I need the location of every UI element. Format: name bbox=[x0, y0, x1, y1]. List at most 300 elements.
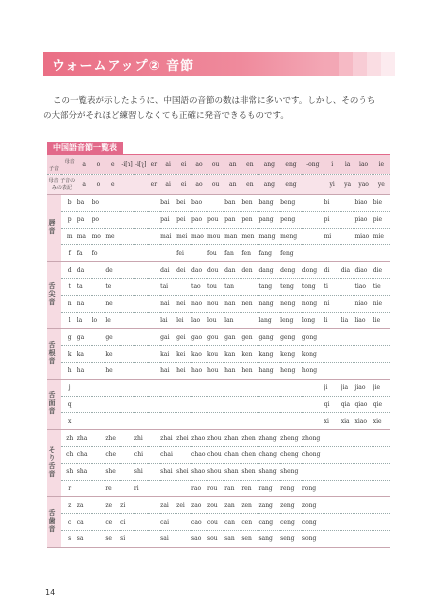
syllable-cell bbox=[191, 379, 207, 396]
syllable-cell bbox=[92, 346, 106, 363]
final-header-cell: iao bbox=[354, 155, 372, 175]
syllable-cell: nen bbox=[241, 300, 253, 308]
group-label-text: そり舌音 bbox=[48, 446, 56, 479]
syllable-cell: nang bbox=[258, 300, 274, 308]
syllable-row bbox=[47, 346, 390, 363]
syllable-cell bbox=[354, 480, 372, 497]
syllable-cell bbox=[241, 413, 258, 430]
initial-cell: l bbox=[68, 316, 71, 324]
final-header-cell: -i[ɿ] bbox=[120, 155, 134, 175]
syllable-row bbox=[47, 463, 390, 480]
syllable-cell: zhou bbox=[207, 434, 222, 442]
initial-group-label bbox=[47, 329, 61, 379]
syllable-cell: pi bbox=[323, 216, 330, 224]
syllable-cell: bei bbox=[176, 199, 186, 207]
syllable-cell: ha bbox=[76, 367, 85, 375]
syllable-cell: gang bbox=[258, 333, 274, 341]
syllable-cell: geng bbox=[280, 333, 296, 341]
syllable-cell: nan bbox=[224, 300, 236, 308]
syllable-cell: dia bbox=[340, 266, 351, 274]
syllable-cell: ban bbox=[224, 199, 236, 207]
syllable-cell: po bbox=[91, 216, 100, 224]
syllable-cell: hen bbox=[241, 367, 253, 375]
syllable-cell: zhei bbox=[176, 434, 189, 442]
syllable-cell bbox=[354, 362, 372, 379]
syllable-cell: ci bbox=[120, 518, 126, 526]
syllable-cell bbox=[373, 530, 390, 547]
syllable-cell: ran bbox=[224, 484, 235, 492]
syllable-cell: hong bbox=[301, 367, 318, 375]
syllable-cell: lia bbox=[340, 316, 349, 324]
syllable-cell: ba bbox=[76, 199, 85, 207]
syllable-cell bbox=[92, 278, 106, 295]
syllable-cell: gei bbox=[176, 333, 186, 341]
syllable-cell: man bbox=[224, 232, 238, 240]
syllable-cell bbox=[148, 379, 161, 396]
syllable-cell bbox=[341, 329, 355, 346]
syllable-cell: cou bbox=[207, 518, 218, 526]
syllable-cell: ren bbox=[241, 484, 252, 492]
syllable-cell bbox=[148, 514, 161, 531]
syllable-cell bbox=[105, 413, 120, 430]
syllable-cell bbox=[373, 497, 390, 514]
syllable-cell bbox=[241, 396, 258, 413]
syllable-cell: tan bbox=[224, 283, 235, 291]
syllable-cell: reng bbox=[280, 484, 295, 492]
syllable-cell bbox=[207, 396, 224, 413]
syllable-cell bbox=[148, 346, 161, 363]
page-number: 14 bbox=[45, 588, 56, 597]
syllable-cell bbox=[134, 514, 148, 531]
syllable-cell bbox=[92, 396, 106, 413]
syllable-cell: rang bbox=[258, 484, 273, 492]
syllable-cell: ka bbox=[76, 350, 84, 358]
syllable-cell: cang bbox=[258, 518, 274, 526]
syllable-cell: gong bbox=[301, 333, 318, 341]
syllable-cell: pa bbox=[76, 216, 85, 224]
syllable-cell bbox=[134, 379, 148, 396]
syllable-cell: mo bbox=[91, 232, 101, 240]
syllable-cell: shen bbox=[241, 468, 256, 476]
syllable-cell: lai bbox=[160, 316, 168, 324]
syllable-cell: zhai bbox=[160, 434, 173, 442]
syllable-cell: seng bbox=[280, 535, 295, 543]
syllable-cell bbox=[302, 245, 324, 262]
syllable-cell: qi bbox=[323, 400, 330, 408]
syllable-row bbox=[47, 295, 390, 312]
syllable-cell: beng bbox=[280, 199, 296, 207]
syllable-cell: jiao bbox=[354, 384, 366, 392]
syllable-cell: nong bbox=[301, 300, 318, 308]
syllable-cell bbox=[134, 211, 148, 228]
finals-header-row bbox=[47, 155, 390, 175]
syllable-cell: chan bbox=[224, 451, 239, 459]
syllable-cell bbox=[354, 346, 372, 363]
syllable-row bbox=[47, 245, 390, 262]
syllable-cell: cao bbox=[191, 518, 202, 526]
syllable-row bbox=[47, 446, 390, 463]
syllable-cell: ma bbox=[76, 232, 87, 240]
syllable-cell: mou bbox=[207, 232, 221, 240]
syllable-cell bbox=[354, 514, 372, 531]
syllable-cell bbox=[148, 497, 161, 514]
syllable-cell bbox=[176, 514, 191, 531]
syllable-cell bbox=[341, 211, 355, 228]
syllable-cell: gai bbox=[160, 333, 170, 341]
syllable-cell bbox=[324, 329, 341, 346]
syllable-cell: lo bbox=[91, 316, 98, 324]
syllable-cell bbox=[341, 278, 355, 295]
syllable-cell bbox=[120, 329, 134, 346]
syllable-cell: dei bbox=[176, 266, 186, 274]
syllable-cell bbox=[354, 446, 372, 463]
syllable-cell: cheng bbox=[280, 451, 299, 459]
syllable-cell: nou bbox=[207, 300, 219, 308]
syllable-cell: da bbox=[76, 266, 85, 274]
syllable-cell bbox=[341, 480, 355, 497]
standalone-spelling-cell: er bbox=[148, 175, 161, 195]
syllable-cell bbox=[341, 228, 355, 245]
syllable-row bbox=[47, 396, 390, 413]
syllable-cell bbox=[258, 396, 280, 413]
syllable-cell: di bbox=[323, 266, 330, 274]
syllable-cell: ke bbox=[105, 350, 113, 358]
syllable-cell: kai bbox=[160, 350, 170, 358]
syllable-cell: zeng bbox=[280, 501, 295, 509]
syllable-cell bbox=[148, 295, 161, 312]
group-label-text: 舌歯音 bbox=[48, 509, 56, 534]
syllable-cell bbox=[120, 413, 134, 430]
syllable-cell: hou bbox=[207, 367, 219, 375]
syllable-cell bbox=[324, 463, 341, 480]
initial-group-label bbox=[47, 195, 61, 262]
initial-cell: g bbox=[67, 333, 72, 341]
syllable-cell: peng bbox=[280, 216, 296, 224]
syllable-cell bbox=[105, 379, 120, 396]
syllable-cell bbox=[324, 346, 341, 363]
syllable-cell: chi bbox=[133, 451, 144, 459]
syllable-cell bbox=[341, 295, 355, 312]
syllable-cell bbox=[302, 211, 324, 228]
syllable-cell bbox=[341, 514, 355, 531]
initial-group-label bbox=[47, 379, 61, 429]
syllable-cell: ri bbox=[133, 484, 139, 492]
initial-cell: f bbox=[68, 249, 71, 257]
syllable-cell bbox=[148, 530, 161, 547]
syllable-cell: ca bbox=[76, 518, 84, 526]
syllable-row bbox=[47, 530, 390, 547]
syllable-cell: kou bbox=[207, 350, 219, 358]
syllable-cell: qiao bbox=[354, 400, 368, 408]
syllable-cell: shou bbox=[207, 468, 222, 476]
syllable-cell bbox=[191, 396, 207, 413]
syllable-cell bbox=[120, 312, 134, 329]
syllable-cell: chou bbox=[207, 451, 222, 459]
banner-fade-square bbox=[325, 52, 339, 76]
standalone-spelling-cell: e bbox=[105, 175, 120, 195]
syllable-cell: sheng bbox=[280, 468, 299, 476]
syllable-cell: gao bbox=[191, 333, 203, 341]
final-header-cell: i bbox=[324, 155, 341, 175]
syllable-cell: ze bbox=[105, 501, 113, 509]
syllable-cell: zhang bbox=[258, 434, 277, 442]
standalone-spelling-cell: ang bbox=[258, 175, 280, 195]
syllable-cell: rou bbox=[207, 484, 218, 492]
syllable-cell: ge bbox=[105, 333, 113, 341]
syllable-cell: ne bbox=[105, 300, 113, 308]
syllable-cell: san bbox=[224, 535, 235, 543]
initial-cell: d bbox=[67, 266, 72, 274]
syllable-cell: song bbox=[301, 535, 317, 543]
syllable-cell: xi bbox=[323, 417, 329, 425]
syllable-cell bbox=[176, 446, 191, 463]
syllable-cell: mi bbox=[323, 232, 332, 240]
final-header-cell: an bbox=[224, 155, 241, 175]
syllable-cell bbox=[120, 295, 134, 312]
syllable-cell: dai bbox=[160, 266, 170, 274]
syllable-cell: she bbox=[105, 468, 116, 476]
syllable-cell bbox=[207, 413, 224, 430]
final-header-cell: ie bbox=[373, 155, 390, 175]
syllable-cell: bao bbox=[191, 199, 203, 207]
syllable-cell bbox=[302, 228, 324, 245]
initial-cell: ch bbox=[66, 451, 74, 459]
syllable-cell bbox=[77, 379, 92, 396]
syllable-cell: ken bbox=[241, 350, 253, 358]
syllable-cell: ben bbox=[241, 199, 253, 207]
syllable-cell: lou bbox=[207, 316, 217, 324]
syllable-cell: na bbox=[76, 300, 85, 308]
syllable-cell bbox=[120, 346, 134, 363]
syllable-cell bbox=[354, 497, 372, 514]
syllable-cell bbox=[373, 514, 390, 531]
syllable-cell: bo bbox=[91, 199, 100, 207]
syllable-cell bbox=[120, 446, 134, 463]
syllable-cell bbox=[241, 312, 258, 329]
syllable-cell: miao bbox=[354, 232, 370, 240]
syllable-cell bbox=[302, 195, 324, 212]
syllable-cell: qie bbox=[372, 400, 383, 408]
syllable-cell bbox=[92, 379, 106, 396]
syllable-cell: re bbox=[105, 484, 112, 492]
syllable-cell bbox=[280, 413, 302, 430]
syllable-cell: xia bbox=[340, 417, 350, 425]
syllable-cell bbox=[176, 396, 191, 413]
syllable-cell bbox=[134, 413, 148, 430]
initial-cell: j bbox=[68, 384, 71, 392]
banner-fade-square bbox=[339, 52, 353, 76]
syllable-cell: cen bbox=[241, 518, 253, 526]
syllable-cell bbox=[120, 262, 134, 279]
syllable-cell bbox=[373, 446, 390, 463]
syllable-cell bbox=[148, 480, 161, 497]
final-header-cell: ang bbox=[258, 155, 280, 175]
syllable-cell bbox=[241, 278, 258, 295]
syllable-row bbox=[47, 329, 390, 346]
syllable-cell bbox=[134, 195, 148, 212]
syllable-cell bbox=[134, 329, 148, 346]
syllable-cell: lei bbox=[176, 316, 184, 324]
initial-cell: sh bbox=[66, 468, 74, 476]
syllable-cell: zhe bbox=[105, 434, 116, 442]
syllable-table bbox=[47, 155, 390, 548]
standalone-spelling-cell: ya bbox=[341, 175, 355, 195]
syllable-cell: gan bbox=[224, 333, 236, 341]
syllable-cell: ce bbox=[105, 518, 113, 526]
syllable-cell: bai bbox=[160, 199, 170, 207]
syllable-cell bbox=[148, 463, 161, 480]
syllable-cell: fei bbox=[176, 249, 184, 257]
standalone-spelling-cell: an bbox=[224, 175, 241, 195]
syllable-cell bbox=[120, 228, 134, 245]
syllable-cell bbox=[134, 295, 148, 312]
syllable-cell: tiao bbox=[354, 283, 366, 291]
group-label-text: 舌面音 bbox=[48, 391, 56, 416]
standalone-spelling-cell: a bbox=[77, 175, 92, 195]
initial-cell: t bbox=[68, 283, 71, 291]
syllable-cell: cai bbox=[160, 518, 170, 526]
syllable-cell: han bbox=[224, 367, 236, 375]
syllable-cell bbox=[134, 278, 148, 295]
syllable-cell: gou bbox=[207, 333, 219, 341]
syllable-cell: ni bbox=[323, 300, 330, 308]
syllable-cell bbox=[134, 530, 148, 547]
syllable-cell bbox=[120, 362, 134, 379]
syllable-cell: shi bbox=[133, 468, 143, 476]
syllable-cell: zai bbox=[160, 501, 169, 509]
syllable-cell bbox=[92, 463, 106, 480]
syllable-cell bbox=[176, 530, 191, 547]
syllable-row bbox=[47, 262, 390, 279]
syllable-cell bbox=[324, 530, 341, 547]
syllable-row bbox=[47, 430, 390, 447]
syllable-cell: pou bbox=[207, 216, 219, 224]
syllable-cell bbox=[120, 463, 134, 480]
syllable-cell bbox=[92, 514, 106, 531]
initial-cell: z bbox=[68, 501, 72, 509]
syllable-cell bbox=[354, 530, 372, 547]
syllable-cell: qia bbox=[340, 400, 351, 408]
syllable-cell bbox=[354, 463, 372, 480]
syllable-cell bbox=[92, 480, 106, 497]
syllable-cell: fa bbox=[76, 249, 83, 257]
syllable-cell bbox=[120, 211, 134, 228]
syllable-cell bbox=[341, 497, 355, 514]
syllable-cell: leng bbox=[280, 316, 294, 324]
syllable-cell bbox=[354, 329, 372, 346]
group-label-text: 唇音 bbox=[48, 219, 56, 236]
syllable-cell: nai bbox=[160, 300, 170, 308]
syllable-cell bbox=[302, 463, 324, 480]
syllable-cell: liao bbox=[354, 316, 366, 324]
syllable-cell bbox=[224, 413, 241, 430]
final-header-cell: eng bbox=[280, 155, 302, 175]
syllable-cell: ti bbox=[323, 283, 328, 291]
syllable-cell: bang bbox=[258, 199, 274, 207]
syllable-cell bbox=[373, 245, 390, 262]
syllable-cell bbox=[120, 430, 134, 447]
syllable-row bbox=[47, 413, 390, 430]
syllable-cell: sai bbox=[160, 535, 169, 543]
syllable-cell bbox=[191, 413, 207, 430]
syllable-cell: kei bbox=[176, 350, 186, 358]
syllable-cell bbox=[160, 480, 176, 497]
table-title: 中国語音節一覧表 bbox=[47, 142, 123, 154]
standalone-spelling-cell: ao bbox=[191, 175, 207, 195]
standalone-spelling-cell bbox=[134, 175, 148, 195]
final-header-cell: ia bbox=[341, 155, 355, 175]
syllable-cell: he bbox=[105, 367, 113, 375]
syllable-cell: shai bbox=[160, 468, 173, 476]
standalone-spelling-cell bbox=[302, 175, 324, 195]
syllable-cell bbox=[92, 430, 106, 447]
syllable-cell: zhao bbox=[191, 434, 206, 442]
final-header-cell: er bbox=[148, 155, 161, 175]
syllable-cell bbox=[92, 497, 106, 514]
group-label-text: 舌尖音 bbox=[48, 282, 56, 307]
syllable-cell bbox=[341, 346, 355, 363]
syllable-cell: dong bbox=[301, 266, 318, 274]
syllable-cell: sen bbox=[241, 535, 252, 543]
syllable-cell: xie bbox=[372, 417, 382, 425]
standalone-spelling-cell: en bbox=[241, 175, 258, 195]
syllable-cell bbox=[324, 514, 341, 531]
syllable-cell: tou bbox=[207, 283, 217, 291]
syllable-cell: pai bbox=[160, 216, 170, 224]
syllable-cell bbox=[258, 379, 280, 396]
syllable-cell: zei bbox=[176, 501, 185, 509]
section-title: ウォームアップ② 音節 bbox=[52, 59, 195, 74]
syllable-row bbox=[47, 278, 390, 295]
syllable-cell: sa bbox=[76, 535, 84, 543]
syllable-cell bbox=[354, 245, 372, 262]
final-header-cell: -i[ʅ] bbox=[134, 155, 148, 175]
syllable-cell bbox=[120, 195, 134, 212]
syllable-cell: pen bbox=[241, 216, 253, 224]
syllable-cell: nei bbox=[176, 300, 186, 308]
syllable-cell: zhan bbox=[224, 434, 239, 442]
syllable-cell: cong bbox=[301, 518, 317, 526]
syllable-cell: biao bbox=[354, 199, 368, 207]
syllable-row bbox=[47, 312, 390, 329]
syllable-cell: feng bbox=[280, 249, 294, 257]
syllable-cell: pan bbox=[224, 216, 236, 224]
syllable-cell: hei bbox=[176, 367, 186, 375]
syllable-cell: kong bbox=[301, 350, 317, 358]
syllable-cell: dan bbox=[224, 266, 236, 274]
standalone-label: 母音 子音のみの表記 bbox=[47, 175, 77, 195]
syllable-cell: sang bbox=[258, 535, 273, 543]
syllable-cell bbox=[105, 245, 120, 262]
syllable-cell: zao bbox=[191, 501, 202, 509]
syllable-cell bbox=[92, 362, 106, 379]
syllable-cell: sou bbox=[207, 535, 218, 543]
syllable-cell: sha bbox=[76, 468, 88, 476]
syllable-cell bbox=[120, 379, 134, 396]
standalone-spelling-cell: ou bbox=[207, 175, 224, 195]
intro-line-1: この一覧表が示したように、中国語の音節の数は非常に多いです。しかし、そのうち bbox=[53, 96, 376, 106]
final-header-cell: ai bbox=[160, 155, 176, 175]
syllable-cell bbox=[160, 379, 176, 396]
syllable-cell: zen bbox=[241, 501, 252, 509]
syllable-cell bbox=[148, 413, 161, 430]
syllable-cell bbox=[77, 413, 92, 430]
syllable-cell: hang bbox=[258, 367, 274, 375]
syllable-row bbox=[47, 379, 390, 396]
syllable-cell: mai bbox=[160, 232, 172, 240]
corner-initials-label: 子音 bbox=[49, 165, 60, 172]
syllable-cell bbox=[341, 245, 355, 262]
